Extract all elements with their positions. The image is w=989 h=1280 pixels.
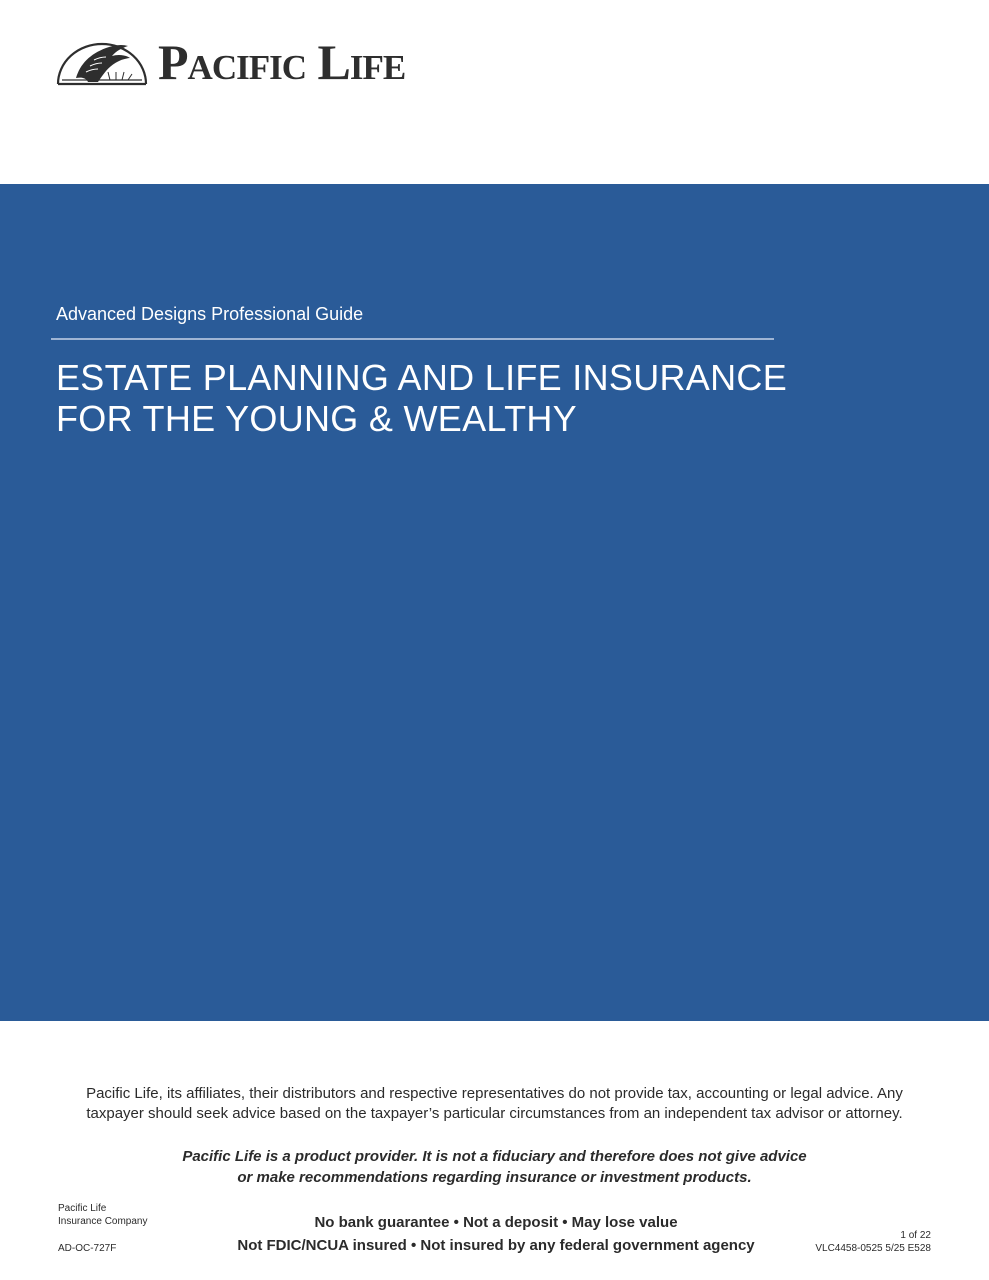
company-name-line-2: Insurance Company [58, 1216, 148, 1227]
guide-subtitle: Advanced Designs Professional Guide [56, 304, 364, 324]
document-title-line-2: FOR THE YOUNG & WEALTHY [56, 398, 577, 439]
document-title-line-1: ESTATE PLANNING AND LIFE INSURANCE [56, 357, 788, 398]
fiduciary-notice [40, 1146, 949, 1188]
form-code: AD-OC-727F [58, 1243, 117, 1254]
bank-disclosure-line-2: Not FDIC/NCUA insured • Not insured by any federal government agency [237, 1237, 755, 1254]
company-name [58, 1202, 148, 1228]
page-number: 1 of 22 [900, 1230, 931, 1241]
title-divider [51, 338, 774, 340]
fiduciary-notice-line-2: or make recommendations regarding insurance or investment products. [237, 1169, 752, 1186]
logo-wordmark: Pacific Life [158, 34, 406, 90]
document-code: VLC4458-0525 5/25 E528 [815, 1243, 931, 1254]
fiduciary-notice-line-1: Pacific Life is a product provider. It is not a fiduciary and therefore does not give advice [182, 1148, 807, 1165]
pacific-life-logo [56, 36, 405, 88]
document-title [56, 357, 816, 439]
bank-disclosure [190, 1211, 802, 1257]
tax-disclaimer [40, 1084, 949, 1124]
page-info [815, 1229, 931, 1255]
tax-disclaimer-line-2: taxpayer should seek advice based on the taxpayer’s particular circumstances from an independent tax advisor or attorney. [86, 1105, 903, 1122]
whale-logo-icon [56, 38, 148, 86]
tax-disclaimer-line-1: Pacific Life, its affiliates, their distributors and respective representatives do not provide tax, accounting or legal advice. Any [86, 1085, 903, 1102]
bank-disclosure-line-1: No bank guarantee • Not a deposit • May lose value [314, 1214, 678, 1231]
company-name-line-1: Pacific Life [58, 1203, 107, 1214]
